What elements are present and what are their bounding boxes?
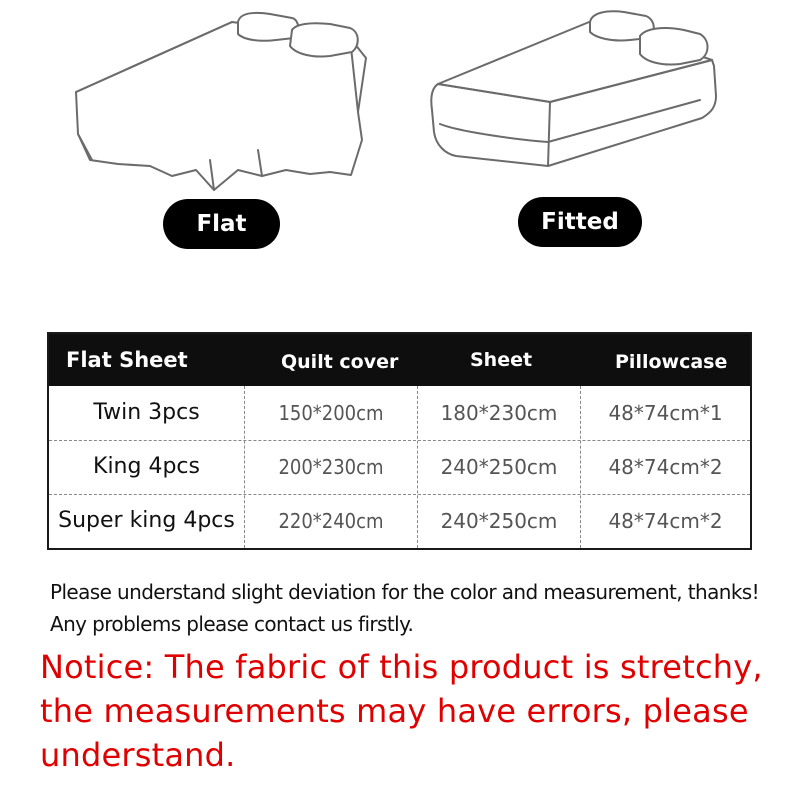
sheet-size: 180*230cm: [440, 401, 558, 425]
table-row: [49, 386, 750, 440]
row-size-name: King 4pcs: [93, 454, 200, 479]
header-pillowcase: Pillowcase: [615, 351, 728, 373]
header-flat-sheet: Flat Sheet: [66, 348, 188, 372]
size-table: [47, 332, 752, 550]
flat-label-badge: Flat: [163, 199, 280, 249]
table-row: [49, 494, 750, 548]
quilt-cover-size: 200*230cm: [278, 455, 384, 479]
pillowcase-size: 48*74cm*1: [608, 401, 723, 425]
table-header: [49, 334, 750, 386]
pillowcase-size: 48*74cm*2: [608, 509, 723, 533]
sheet-size: 240*250cm: [440, 455, 558, 479]
header-quilt-cover: Quilt cover: [281, 351, 399, 373]
stretch-notice: Notice: The fabric of this product is stretchy, the measurements may have errors, please understand.: [40, 648, 763, 774]
row-size-name: Super king 4pcs: [58, 508, 235, 533]
header-sheet: Sheet: [470, 349, 533, 371]
pillowcase-size: 48*74cm*2: [608, 455, 723, 479]
bed-illustrations: [0, 0, 800, 260]
quilt-cover-size: 220*240cm: [278, 509, 384, 533]
deviation-note: Please understand slight deviation for the color and measurement, thanks!: [50, 580, 760, 604]
row-size-name: Twin 3pcs: [93, 400, 200, 425]
flat-sheet-bed-icon: [76, 13, 366, 190]
bed-sheet-types-drawing: [0, 0, 800, 260]
table-row: [49, 440, 750, 494]
contact-note: Any problems please contact us firstly.: [50, 612, 414, 636]
fitted-sheet-bed-icon: [431, 11, 716, 166]
quilt-cover-size: 150*200cm: [278, 401, 384, 425]
fitted-label-badge: Fitted: [518, 197, 642, 247]
sheet-size: 240*250cm: [440, 509, 558, 533]
